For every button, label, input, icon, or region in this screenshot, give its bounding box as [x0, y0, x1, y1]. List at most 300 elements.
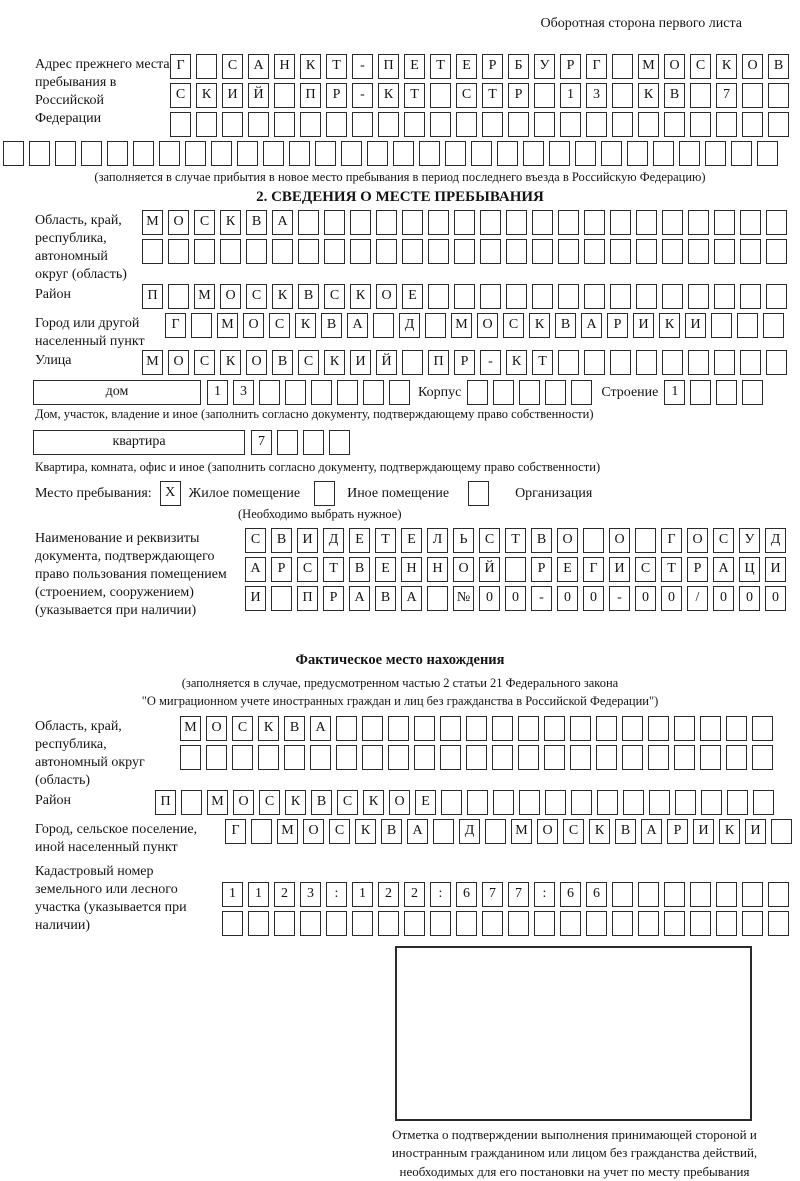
- oblast-cell[interactable]: К: [258, 716, 279, 741]
- prev-address-cell[interactable]: Р: [482, 54, 503, 79]
- kadastr-cell[interactable]: [768, 911, 789, 936]
- doc-cell[interactable]: [271, 586, 292, 611]
- oblast-cell[interactable]: [596, 745, 617, 770]
- doc-cell[interactable]: О: [687, 528, 708, 553]
- prev-address-cell[interactable]: [393, 141, 414, 166]
- doc-cell[interactable]: Т: [323, 557, 344, 582]
- gorod-cell[interactable]: В: [555, 313, 576, 338]
- gorod-cell[interactable]: А: [347, 313, 368, 338]
- raion-cell[interactable]: [545, 790, 566, 815]
- oblast-cell[interactable]: [310, 745, 331, 770]
- raion-cell[interactable]: [571, 790, 592, 815]
- doc-cell[interactable]: В: [375, 586, 396, 611]
- kadastr-cell[interactable]: [456, 911, 477, 936]
- doc-cell[interactable]: О: [453, 557, 474, 582]
- oblast-cell[interactable]: [622, 745, 643, 770]
- prev-address-cell[interactable]: [367, 141, 388, 166]
- ulitsa-cell[interactable]: [636, 350, 657, 375]
- oblast-cell[interactable]: [688, 210, 709, 235]
- doc-cell[interactable]: /: [687, 586, 708, 611]
- oblast-cell[interactable]: А: [272, 210, 293, 235]
- dom-type-box[interactable]: дом: [33, 380, 201, 405]
- kadastr-cell[interactable]: :: [534, 882, 555, 907]
- dom-cell[interactable]: [389, 380, 410, 405]
- korpus-cell[interactable]: [571, 380, 592, 405]
- raion-cell[interactable]: [584, 284, 605, 309]
- korpus-cell[interactable]: [467, 380, 488, 405]
- ulitsa-cell[interactable]: И: [350, 350, 371, 375]
- kadastr-cell[interactable]: [326, 911, 347, 936]
- oblast-cell[interactable]: [558, 210, 579, 235]
- gorod-cell[interactable]: К: [719, 819, 740, 844]
- doc-cell[interactable]: [583, 528, 604, 553]
- oblast-cell[interactable]: [752, 716, 773, 741]
- gorod-cell[interactable]: [373, 313, 394, 338]
- prev-address-cell[interactable]: 1: [560, 83, 581, 108]
- gorod-cell[interactable]: С: [563, 819, 584, 844]
- doc-cell[interactable]: Д: [765, 528, 786, 553]
- prev-address-cell[interactable]: Т: [482, 83, 503, 108]
- prev-address-cell[interactable]: [534, 83, 555, 108]
- raion-cell[interactable]: О: [233, 790, 254, 815]
- oblast-cell[interactable]: [428, 210, 449, 235]
- prev-address-cell[interactable]: 3: [586, 83, 607, 108]
- oblast-cell[interactable]: [388, 716, 409, 741]
- raion-cell[interactable]: К: [272, 284, 293, 309]
- oblast-cell[interactable]: [194, 239, 215, 264]
- prev-address-cell[interactable]: [471, 141, 492, 166]
- prev-address-cell[interactable]: О: [742, 54, 763, 79]
- raion-cell[interactable]: [493, 790, 514, 815]
- gorod-cell[interactable]: [191, 313, 212, 338]
- raion-cell[interactable]: П: [155, 790, 176, 815]
- prev-address-cell[interactable]: -: [352, 83, 373, 108]
- doc-cell[interactable]: Е: [349, 528, 370, 553]
- oblast-cell[interactable]: [558, 239, 579, 264]
- gorod-cell[interactable]: И: [685, 313, 706, 338]
- oblast-cell[interactable]: [298, 239, 319, 264]
- stroenie-cell[interactable]: [742, 380, 763, 405]
- raion-cell[interactable]: П: [142, 284, 163, 309]
- ulitsa-cell[interactable]: П: [428, 350, 449, 375]
- ulitsa-cell[interactable]: [558, 350, 579, 375]
- oblast-cell[interactable]: С: [232, 716, 253, 741]
- gorod-cell[interactable]: В: [381, 819, 402, 844]
- prev-address-cell[interactable]: [81, 141, 102, 166]
- doc-cell[interactable]: [427, 586, 448, 611]
- prev-address-cell[interactable]: А: [248, 54, 269, 79]
- prev-address-cell[interactable]: [300, 112, 321, 137]
- gorod-cell[interactable]: С: [503, 313, 524, 338]
- oblast-cell[interactable]: [324, 210, 345, 235]
- gorod-cell[interactable]: О: [243, 313, 264, 338]
- doc-cell[interactable]: 0: [739, 586, 760, 611]
- raion-cell[interactable]: С: [259, 790, 280, 815]
- oblast-cell[interactable]: [492, 745, 513, 770]
- doc-cell[interactable]: Г: [583, 557, 604, 582]
- doc-cell[interactable]: В: [271, 528, 292, 553]
- prev-address-cell[interactable]: Г: [586, 54, 607, 79]
- raion-cell[interactable]: К: [285, 790, 306, 815]
- doc-cell[interactable]: 0: [479, 586, 500, 611]
- prev-address-cell[interactable]: [612, 54, 633, 79]
- ulitsa-cell[interactable]: С: [194, 350, 215, 375]
- doc-cell[interactable]: С: [479, 528, 500, 553]
- kadastr-cell[interactable]: [430, 911, 451, 936]
- oblast-cell[interactable]: [506, 239, 527, 264]
- oblast-cell[interactable]: [544, 745, 565, 770]
- prev-address-cell[interactable]: [716, 112, 737, 137]
- ulitsa-cell[interactable]: М: [142, 350, 163, 375]
- kadastr-cell[interactable]: 6: [560, 882, 581, 907]
- prev-address-cell[interactable]: [222, 112, 243, 137]
- prev-address-cell[interactable]: [107, 141, 128, 166]
- prev-address-cell[interactable]: П: [300, 83, 321, 108]
- ulitsa-cell[interactable]: К: [506, 350, 527, 375]
- gorod-cell[interactable]: [485, 819, 506, 844]
- kadastr-cell[interactable]: [378, 911, 399, 936]
- oblast-cell[interactable]: [428, 239, 449, 264]
- oblast-cell[interactable]: [284, 745, 305, 770]
- doc-cell[interactable]: [635, 528, 656, 553]
- gorod-cell[interactable]: С: [269, 313, 290, 338]
- oblast-cell[interactable]: [518, 716, 539, 741]
- doc-cell[interactable]: С: [635, 557, 656, 582]
- prev-address-cell[interactable]: [248, 112, 269, 137]
- doc-cell[interactable]: С: [297, 557, 318, 582]
- oblast-cell[interactable]: [726, 745, 747, 770]
- oblast-cell[interactable]: [232, 745, 253, 770]
- oblast-cell[interactable]: В: [246, 210, 267, 235]
- oblast-cell[interactable]: [336, 716, 357, 741]
- doc-cell[interactable]: -: [609, 586, 630, 611]
- oblast-cell[interactable]: [350, 239, 371, 264]
- prev-address-cell[interactable]: [29, 141, 50, 166]
- doc-cell[interactable]: 0: [505, 586, 526, 611]
- oblast-cell[interactable]: [168, 239, 189, 264]
- gorod-cell[interactable]: И: [633, 313, 654, 338]
- prev-address-cell[interactable]: [586, 112, 607, 137]
- gorod-cell[interactable]: [425, 313, 446, 338]
- ulitsa-cell[interactable]: [766, 350, 787, 375]
- doc-cell[interactable]: 0: [765, 586, 786, 611]
- prev-address-cell[interactable]: Т: [404, 83, 425, 108]
- oblast-cell[interactable]: [610, 239, 631, 264]
- oblast-cell[interactable]: [402, 210, 423, 235]
- ulitsa-cell[interactable]: В: [272, 350, 293, 375]
- doc-cell[interactable]: И: [297, 528, 318, 553]
- gorod-cell[interactable]: М: [511, 819, 532, 844]
- gorod-cell[interactable]: А: [641, 819, 662, 844]
- gorod-cell[interactable]: [711, 313, 732, 338]
- doc-cell[interactable]: Т: [375, 528, 396, 553]
- oblast-cell[interactable]: [466, 745, 487, 770]
- prev-address-cell[interactable]: [133, 141, 154, 166]
- dom-cell[interactable]: [337, 380, 358, 405]
- prev-address-cell[interactable]: [549, 141, 570, 166]
- kadastr-cell[interactable]: [638, 882, 659, 907]
- oblast-cell[interactable]: О: [168, 210, 189, 235]
- prev-address-cell[interactable]: С: [222, 54, 243, 79]
- raion-cell[interactable]: [753, 790, 774, 815]
- oblast-cell[interactable]: [636, 239, 657, 264]
- prev-address-cell[interactable]: К: [716, 54, 737, 79]
- oblast-cell[interactable]: [700, 716, 721, 741]
- kadastr-cell[interactable]: [586, 911, 607, 936]
- raion-cell[interactable]: В: [298, 284, 319, 309]
- prev-address-cell[interactable]: [731, 141, 752, 166]
- prev-address-cell[interactable]: [326, 112, 347, 137]
- kadastr-cell[interactable]: [612, 911, 633, 936]
- prev-address-cell[interactable]: С: [170, 83, 191, 108]
- raion-cell[interactable]: [519, 790, 540, 815]
- prev-address-cell[interactable]: С: [690, 54, 711, 79]
- doc-cell[interactable]: В: [349, 557, 370, 582]
- prev-address-cell[interactable]: -: [352, 54, 373, 79]
- raion-cell[interactable]: [532, 284, 553, 309]
- raion-cell[interactable]: [168, 284, 189, 309]
- doc-cell[interactable]: Е: [375, 557, 396, 582]
- prev-address-cell[interactable]: О: [664, 54, 685, 79]
- ulitsa-cell[interactable]: [688, 350, 709, 375]
- oblast-cell[interactable]: [662, 239, 683, 264]
- prev-address-cell[interactable]: [315, 141, 336, 166]
- prev-address-cell[interactable]: [612, 112, 633, 137]
- kadastr-cell[interactable]: 2: [274, 882, 295, 907]
- doc-cell[interactable]: Ь: [453, 528, 474, 553]
- doc-cell[interactable]: А: [401, 586, 422, 611]
- oblast-cell[interactable]: [752, 745, 773, 770]
- prev-address-cell[interactable]: С: [456, 83, 477, 108]
- gorod-cell[interactable]: К: [529, 313, 550, 338]
- prev-address-cell[interactable]: [456, 112, 477, 137]
- doc-cell[interactable]: Е: [557, 557, 578, 582]
- doc-cell[interactable]: №: [453, 586, 474, 611]
- korpus-cell[interactable]: [519, 380, 540, 405]
- doc-cell[interactable]: Р: [323, 586, 344, 611]
- oblast-cell[interactable]: [142, 239, 163, 264]
- oblast-cell[interactable]: [532, 239, 553, 264]
- prev-address-cell[interactable]: 7: [716, 83, 737, 108]
- gorod-cell[interactable]: М: [277, 819, 298, 844]
- gorod-cell[interactable]: М: [217, 313, 238, 338]
- kvartira-cell[interactable]: [329, 430, 350, 455]
- prev-address-cell[interactable]: [627, 141, 648, 166]
- gorod-cell[interactable]: Д: [459, 819, 480, 844]
- ulitsa-cell[interactable]: -: [480, 350, 501, 375]
- korpus-cell[interactable]: [493, 380, 514, 405]
- doc-cell[interactable]: Р: [531, 557, 552, 582]
- kadastr-cell[interactable]: 3: [300, 882, 321, 907]
- oblast-cell[interactable]: [610, 210, 631, 235]
- prev-address-cell[interactable]: П: [378, 54, 399, 79]
- doc-cell[interactable]: И: [765, 557, 786, 582]
- dom-cell[interactable]: 3: [233, 380, 254, 405]
- oblast-cell[interactable]: [570, 716, 591, 741]
- doc-cell[interactable]: С: [245, 528, 266, 553]
- prev-address-cell[interactable]: [404, 112, 425, 137]
- raion-cell[interactable]: [701, 790, 722, 815]
- doc-cell[interactable]: Р: [271, 557, 292, 582]
- ulitsa-cell[interactable]: С: [298, 350, 319, 375]
- doc-cell[interactable]: О: [609, 528, 630, 553]
- doc-cell[interactable]: Н: [427, 557, 448, 582]
- doc-cell[interactable]: 0: [557, 586, 578, 611]
- prev-address-cell[interactable]: [185, 141, 206, 166]
- prev-address-cell[interactable]: К: [300, 54, 321, 79]
- stroenie-cell[interactable]: [716, 380, 737, 405]
- doc-cell[interactable]: О: [557, 528, 578, 553]
- prev-address-cell[interactable]: [419, 141, 440, 166]
- raion-cell[interactable]: [558, 284, 579, 309]
- kadastr-cell[interactable]: [742, 911, 763, 936]
- kadastr-cell[interactable]: 1: [222, 882, 243, 907]
- dom-cell[interactable]: [259, 380, 280, 405]
- doc-cell[interactable]: 0: [635, 586, 656, 611]
- kadastr-cell[interactable]: [716, 882, 737, 907]
- doc-cell[interactable]: И: [245, 586, 266, 611]
- oblast-cell[interactable]: А: [310, 716, 331, 741]
- kadastr-cell[interactable]: [690, 882, 711, 907]
- doc-cell[interactable]: А: [245, 557, 266, 582]
- oblast-cell[interactable]: М: [142, 210, 163, 235]
- prev-address-cell[interactable]: [497, 141, 518, 166]
- oblast-cell[interactable]: [454, 239, 475, 264]
- oblast-cell[interactable]: [440, 745, 461, 770]
- kvartira-cell[interactable]: [303, 430, 324, 455]
- prev-address-cell[interactable]: Р: [560, 54, 581, 79]
- doc-cell[interactable]: 0: [661, 586, 682, 611]
- raion-cell[interactable]: О: [389, 790, 410, 815]
- ulitsa-cell[interactable]: [584, 350, 605, 375]
- raion-cell[interactable]: [506, 284, 527, 309]
- raion-cell[interactable]: С: [246, 284, 267, 309]
- kadastr-cell[interactable]: [482, 911, 503, 936]
- dom-cell[interactable]: 1: [207, 380, 228, 405]
- raion-cell[interactable]: [675, 790, 696, 815]
- oblast-cell[interactable]: [414, 745, 435, 770]
- stroenie-cell[interactable]: 1: [664, 380, 685, 405]
- raion-cell[interactable]: Е: [415, 790, 436, 815]
- doc-cell[interactable]: Ц: [739, 557, 760, 582]
- gorod-cell[interactable]: М: [451, 313, 472, 338]
- prev-address-cell[interactable]: [263, 141, 284, 166]
- gorod-cell[interactable]: [433, 819, 454, 844]
- prev-address-cell[interactable]: [274, 83, 295, 108]
- kadastr-cell[interactable]: [690, 911, 711, 936]
- raion-cell[interactable]: С: [324, 284, 345, 309]
- kadastr-cell[interactable]: :: [326, 882, 347, 907]
- kvartira-type-box[interactable]: квартира: [33, 430, 245, 455]
- prev-address-cell[interactable]: Й: [248, 83, 269, 108]
- kadastr-cell[interactable]: 2: [404, 882, 425, 907]
- kadastr-cell[interactable]: 2: [378, 882, 399, 907]
- prev-address-cell[interactable]: К: [378, 83, 399, 108]
- oblast-cell[interactable]: [272, 239, 293, 264]
- kadastr-cell[interactable]: [768, 882, 789, 907]
- doc-cell[interactable]: [505, 557, 526, 582]
- prev-address-cell[interactable]: [601, 141, 622, 166]
- kadastr-cell[interactable]: [222, 911, 243, 936]
- oblast-cell[interactable]: [518, 745, 539, 770]
- doc-cell[interactable]: А: [713, 557, 734, 582]
- prev-address-cell[interactable]: [690, 83, 711, 108]
- oblast-cell[interactable]: [740, 239, 761, 264]
- prev-address-cell[interactable]: И: [222, 83, 243, 108]
- prev-address-cell[interactable]: [274, 112, 295, 137]
- gorod-cell[interactable]: [771, 819, 792, 844]
- kadastr-cell[interactable]: 7: [482, 882, 503, 907]
- raion-cell[interactable]: [727, 790, 748, 815]
- raion-cell[interactable]: К: [350, 284, 371, 309]
- prev-address-cell[interactable]: У: [534, 54, 555, 79]
- prev-address-cell[interactable]: [508, 112, 529, 137]
- oblast-cell[interactable]: [570, 745, 591, 770]
- raion-cell[interactable]: [454, 284, 475, 309]
- kadastr-cell[interactable]: [638, 911, 659, 936]
- prev-address-cell[interactable]: [352, 112, 373, 137]
- doc-cell[interactable]: Т: [505, 528, 526, 553]
- checkbox-organizatsiya[interactable]: [468, 481, 489, 506]
- doc-cell[interactable]: Л: [427, 528, 448, 553]
- oblast-cell[interactable]: [584, 210, 605, 235]
- korpus-cell[interactable]: [545, 380, 566, 405]
- oblast-cell[interactable]: [376, 239, 397, 264]
- prev-address-cell[interactable]: [612, 83, 633, 108]
- doc-cell[interactable]: В: [531, 528, 552, 553]
- gorod-cell[interactable]: [763, 313, 784, 338]
- gorod-cell[interactable]: О: [477, 313, 498, 338]
- oblast-cell[interactable]: [206, 745, 227, 770]
- prev-address-cell[interactable]: [768, 83, 789, 108]
- prev-address-cell[interactable]: [237, 141, 258, 166]
- oblast-cell[interactable]: [362, 716, 383, 741]
- prev-address-cell[interactable]: В: [664, 83, 685, 108]
- oblast-cell[interactable]: [402, 239, 423, 264]
- raion-cell[interactable]: Е: [402, 284, 423, 309]
- ulitsa-cell[interactable]: К: [220, 350, 241, 375]
- kadastr-cell[interactable]: [248, 911, 269, 936]
- ulitsa-cell[interactable]: К: [324, 350, 345, 375]
- raion-cell[interactable]: [597, 790, 618, 815]
- ulitsa-cell[interactable]: [740, 350, 761, 375]
- kadastr-cell[interactable]: [664, 882, 685, 907]
- kadastr-cell[interactable]: [560, 911, 581, 936]
- prev-address-cell[interactable]: [378, 112, 399, 137]
- oblast-cell[interactable]: [180, 745, 201, 770]
- prev-address-cell[interactable]: [196, 112, 217, 137]
- doc-cell[interactable]: А: [349, 586, 370, 611]
- gorod-cell[interactable]: А: [407, 819, 428, 844]
- oblast-cell[interactable]: [584, 239, 605, 264]
- dom-cell[interactable]: [311, 380, 332, 405]
- doc-cell[interactable]: -: [531, 586, 552, 611]
- prev-address-cell[interactable]: [211, 141, 232, 166]
- ulitsa-cell[interactable]: [610, 350, 631, 375]
- prev-address-cell[interactable]: Т: [326, 54, 347, 79]
- gorod-cell[interactable]: О: [303, 819, 324, 844]
- ulitsa-cell[interactable]: О: [168, 350, 189, 375]
- oblast-cell[interactable]: [596, 716, 617, 741]
- oblast-cell[interactable]: [532, 210, 553, 235]
- prev-address-cell[interactable]: [742, 83, 763, 108]
- doc-cell[interactable]: П: [297, 586, 318, 611]
- prev-address-cell[interactable]: Е: [456, 54, 477, 79]
- oblast-cell[interactable]: [362, 745, 383, 770]
- oblast-cell[interactable]: [714, 210, 735, 235]
- gorod-cell[interactable]: Г: [165, 313, 186, 338]
- gorod-cell[interactable]: Р: [667, 819, 688, 844]
